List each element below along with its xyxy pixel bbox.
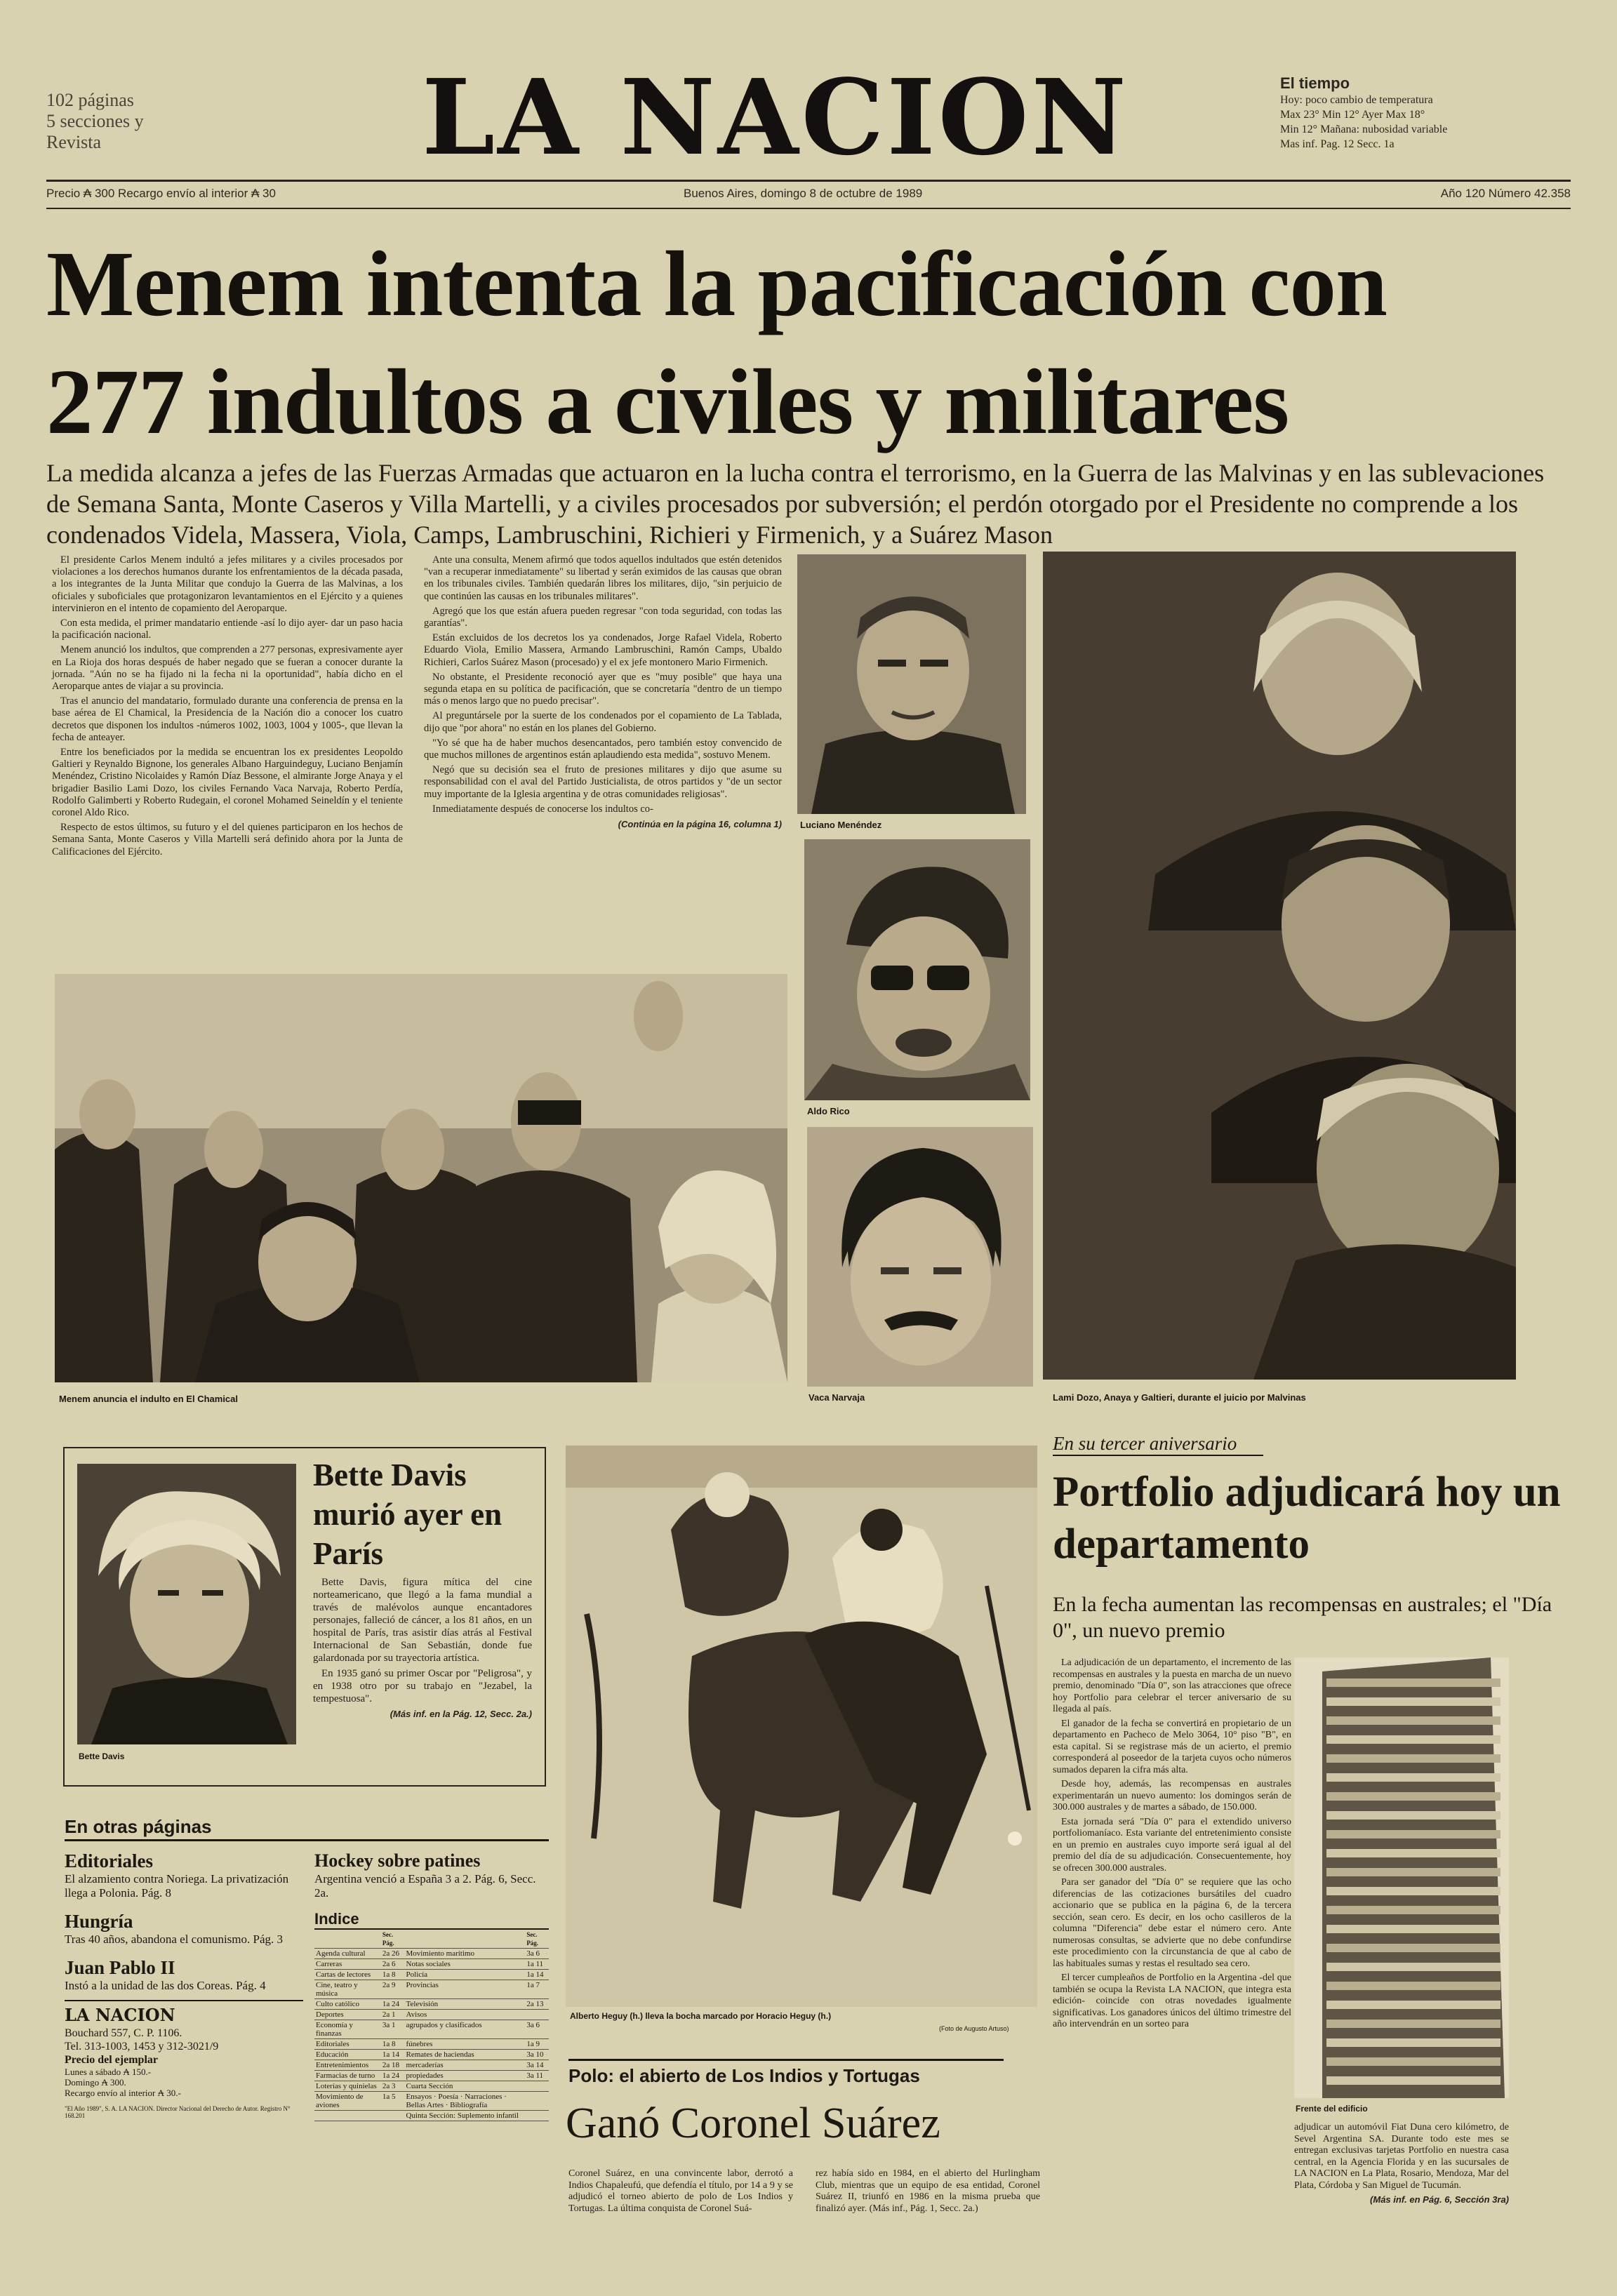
- index-cell: 1a 8: [381, 2039, 405, 2050]
- newspaper-title: LA NACION: [422, 56, 1129, 178]
- index-cell: 2a 26: [381, 1949, 405, 1959]
- paragraph: Están excluidos de los decretos los ya condenados, Jorge Rafael Videla, Roberto Eduardo Viola, Emilio Massera, Armando Lambruschini, Ramón Camps, Ubaldo Richieri, Carlos Suárez Mason (procesado) y el ex jefe montonero Mario Firmenich.: [424, 632, 782, 668]
- photo-bette: [77, 1464, 296, 1744]
- building-floor: [1326, 2020, 1500, 2028]
- index-cell: fúnebres: [405, 2039, 526, 2050]
- building-floor: [1326, 1887, 1500, 1895]
- building-floor: [1326, 2076, 1500, 2085]
- index-cell: 1a 7: [525, 1980, 549, 1999]
- index-cell: 1a 14: [381, 2050, 405, 2060]
- index-cell: [314, 2111, 381, 2121]
- building-floor: [1326, 1868, 1500, 1876]
- paragraph: Bette Davis, figura mítica del cine norteamericano, que llegó a la fama mundial a través de malévolos aunque encantadores personajes, falleció de cáncer, a los 81 años, en un hospital de París, tras asistir días atrás al Festival Internacional de San Sebastián, donde fue galardonada por su trayectoria artística.: [313, 1577, 532, 1664]
- index-cell: Policía: [405, 1970, 526, 1980]
- weather-line: Hoy: poco cambio de temperatura: [1280, 94, 1433, 106]
- weather-line: Min 12° Mañana: nubosidad variable: [1280, 124, 1448, 135]
- weather-line: Mas inf. Pag. 12 Secc. 1a: [1280, 138, 1395, 150]
- item-title: Juan Pablo II: [65, 1957, 175, 1978]
- index-cell: Agenda cultural: [314, 1949, 381, 1959]
- building-floor: [1326, 1792, 1500, 1801]
- other-pages-heading: En otras páginas: [65, 1816, 549, 1841]
- index-cell: mercaderías: [405, 2060, 526, 2071]
- lead-column-2: [424, 554, 782, 830]
- building-floor: [1326, 1678, 1500, 1687]
- other-pages-item[interactable]: [65, 1910, 303, 1947]
- pages-count: 102 páginas: [46, 90, 134, 110]
- index-row[interactable]: [314, 1970, 549, 1980]
- index-cell: Cartas de lectores: [314, 1970, 381, 1980]
- building-floor: [1326, 1830, 1500, 1838]
- more-info[interactable]: (Más inf. en Pág. 6, Sección 3ra): [1370, 2194, 1509, 2205]
- publisher-line: Lunes a sábado ₳ 150.-: [65, 2067, 152, 2077]
- portfolio-body-2: [1294, 2122, 1509, 2206]
- building-floor: [1326, 1982, 1500, 1990]
- photo-menendez: [797, 554, 1026, 814]
- caption-bette: Bette Davis: [79, 1751, 125, 1761]
- polo-body-col2: rez había sido en 1984, en el abierto del Hurlingham Club, mientras que un equipo de esa entidad, Coronel Suárez II, triunfó en 1986 en la misma prueba que finalizó ayer. (Más inf., Pág. 1, Secc. 2a.): [816, 2168, 1040, 2214]
- publisher-box: [65, 2000, 303, 2119]
- index-cell: 3a 10: [525, 2050, 549, 2060]
- paragraph: El ganador de la fecha se convertirá en propietario de un departamento en Pacheco de Melo 3064, 10° piso "B", en esta capital. Si se registrase más de un acierto, el premio corresponderá al poseedor de la tarjeta cuyos ocho números sumados deparen la cifra más alta.: [1053, 1718, 1291, 1775]
- index-cell: 3a 11: [525, 2071, 549, 2081]
- portfolio-headline: Portfolio adjudicará hoy un departamento: [1053, 1469, 1561, 1568]
- bette-headline: Bette Davis murió ayer en París: [313, 1457, 503, 1571]
- index-cell: Entretenimientos: [314, 2060, 381, 2071]
- paragraph: Entre los beneficiados por la medida se encuentran los ex presidentes Leopoldo Galtieri y Reynaldo Bignone, los generales Albano Harguindeguy, Luciano Benjamín Menéndez, Cristino Nicolaides y Ramón Díaz Bessone, el almirante Jorge Anaya y el brigadier Basilio Lami Dozo, los civiles Fernando Vaca Narvaja, Roberto Perdía, Rodolfo Galimberti y Roberto Rudegain, el coronel Mohamed Seineldín y el teniente coronel Aldo Rico.: [52, 747, 403, 819]
- paragraph: No obstante, el Presidente reconoció ayer que es "muy posible" que haya una segunda etapa en su política de pacificación, que se concretaría "dentro de un tiempo más o menos largo que no puedo precisar".: [424, 671, 782, 707]
- publisher-line: Tel. 313-1003, 1453 y 312-3021/9: [65, 2041, 219, 2053]
- item-text: Argentina venció a España 3 a 2. Pág. 6, Secc. 2a.: [314, 1872, 536, 1900]
- lead-column-1: [52, 554, 403, 861]
- dateline: [46, 184, 1571, 205]
- index-box: [314, 1910, 549, 2121]
- publisher-line: Precio del ejemplar: [65, 2054, 158, 2066]
- more-info[interactable]: (Más inf. en la Pág. 12, Secc. 2a.): [390, 1709, 532, 1719]
- index-cell: agrupados y clasificados: [405, 2020, 526, 2039]
- index-header-cell: Sec. Pág.: [525, 1930, 549, 1949]
- index-cell: 2a 9: [381, 1980, 405, 1999]
- paragraph: Inmediatamente después de conocerse los indultos co-: [432, 803, 653, 815]
- building-floor: [1326, 1944, 1500, 1952]
- index-cell: Avisos: [405, 2010, 526, 2020]
- table-header: [314, 1930, 549, 1949]
- divider: [46, 208, 1571, 209]
- paragraph: Respecto de estos últimos, su futuro y el del quienes participaron en los hechos de Semana Santa, Monte Caseros y Villa Martelli será definido ahora por la Junta de Calificaciones del Ejército.: [52, 822, 403, 857]
- paragraph: Desde hoy, además, las recompensas en australes experimentarán un nuevo aumento: los domingos serán de 300.000 australes y de martes a sábado, de 150.000.: [1053, 1779, 1291, 1813]
- index-cell: 2a 18: [381, 2060, 405, 2071]
- paragraph: Esta jornada será "Día 0" para el extendido universo portfoliomaníaco. Esta variante del entretenimiento consiste en un premio en australes cuyo importe será igual al del premio del día de su adjudicación. Consecuentemente, hoy se ofrecen 300.000 australes.: [1053, 1816, 1291, 1874]
- publisher-line: Recargo envío al interior ₳ 30.-: [65, 2088, 181, 2098]
- building-floor: [1326, 1716, 1500, 1725]
- caption-juntas: Lami Dozo, Anaya y Galtieri, durante el juicio por Malvinas: [1053, 1392, 1306, 1403]
- other-pages-item[interactable]: [65, 1850, 303, 1900]
- index-cell: Ensayos · Poesía · Narraciones · Bellas Artes · Bibliografía: [405, 2092, 526, 2111]
- index-row[interactable]: [314, 1949, 549, 1959]
- item-title: Hungría: [65, 1911, 133, 1932]
- index-cell: Movimiento marítimo: [405, 1949, 526, 1959]
- index-cell: 1a 5: [381, 2092, 405, 2111]
- paragraph: "Yo sé que ha de haber muchos desencantados, pero también estoy convencido de que muchos millones de argentinos están aplaudiendo esta medida", sostuvo Menem.: [424, 737, 782, 761]
- paragraph: Menem anunció los indultos, que comprenden a 277 personas, expresivamente ayer en La Rioja dos horas después de haber negado que se fueran a conocer durante la jornada. "Aún no se ha fijado ni la fecha ni la oportunidad", había dicho en el Aeroparque antes de viajar a su provincia.: [52, 644, 403, 693]
- index-cell: 2a 6: [381, 1959, 405, 1970]
- item-text: El alzamiento contra Noriega. La privatización llega a Polonia. Pág. 8: [65, 1872, 289, 1900]
- index-row[interactable]: [314, 1999, 549, 2010]
- index-cell: Editoriales: [314, 2039, 381, 2050]
- index-rows: [314, 1949, 549, 2121]
- hockey-item[interactable]: [314, 1850, 549, 1900]
- caption-rico: Aldo Rico: [807, 1106, 850, 1116]
- building-floor: [1326, 1811, 1500, 1820]
- polo-headline: Ganó Coronel Suárez: [566, 2100, 940, 2147]
- index-cell: [525, 2010, 549, 2020]
- paragraph: La adjudicación de un departamento, el incremento de las recompensas en australes y la puesta en marcha de un nuevo premio, denominado "Día 0", son las atracciones que ofrece hoy Portfolio para celebrar el tercer aniversario de su llegada al país.: [1053, 1657, 1291, 1714]
- lead-deck: La medida alcanza a jefes de las Fuerzas Armadas que actuaron en la lucha contra el terrorismo, en la Guerra de las Malvinas y en las sublevaciones de Semana Santa, Monte Caseros y Villa Martelli, y a civiles procesados por subversión; el perdón otorgado por el Presidente no comprende a los condenados Videla, Massera, Viola, Camps, Lambruschini, Richieri y Firmenich, y a Suárez Mason: [46, 459, 1545, 549]
- other-pages-item[interactable]: [65, 1956, 303, 1993]
- index-cell: [314, 1930, 381, 1949]
- index-cell: [525, 2092, 549, 2111]
- publisher-line: Domingo ₳ 300.: [65, 2077, 126, 2088]
- building-floor: [1326, 2001, 1500, 2009]
- building-floor: [1326, 1754, 1500, 1763]
- portfolio-deck: En la fecha aumentan las recompensas en australes; el "Día 0", un nuevo premio: [1053, 1593, 1552, 1642]
- paragraph: Al preguntársele por la suerte de los condenados por el copamiento de La Tablada, dijo que "por ahora" no están en los planes del Gobierno.: [424, 710, 782, 734]
- date: Buenos Aires, domingo 8 de octubre de 1989: [684, 187, 923, 200]
- index-row[interactable]: [314, 1959, 549, 1970]
- item-title: Hockey sobre patines: [314, 1850, 481, 1871]
- index-cell: 1a 14: [525, 1970, 549, 1980]
- issue-number: Año 120 Número 42.358: [1440, 187, 1571, 200]
- photo-menem: [55, 974, 787, 1382]
- index-row[interactable]: [314, 1980, 549, 1999]
- divider: [46, 180, 1571, 182]
- paragraph: En 1935 ganó su primer Oscar por "Peligrosa", y en 1938 otro por su trabajo en "Jezabel, la tempestuosa".: [313, 1668, 532, 1704]
- continued-note[interactable]: (Continúa en la página 16, columna 1): [618, 819, 782, 830]
- index-row[interactable]: [314, 2092, 549, 2111]
- headline-line: 277 indultos a civiles y militares: [46, 349, 1289, 453]
- caption-menendez: Luciano Menéndez: [800, 820, 882, 830]
- fineprint: "El Año 1989", S. A. LA NACION. Director Nacional del Derecho de Autor. Registro N° 168.201: [65, 2105, 291, 2119]
- index-cell: 1a 11: [525, 1959, 549, 1970]
- index-cell: propiedades: [405, 2071, 526, 2081]
- photo-vaca: [807, 1127, 1033, 1387]
- building-floor: [1326, 1697, 1500, 1706]
- index-cell: Carreras: [314, 1959, 381, 1970]
- portfolio-kicker: En su tercer aniversario: [1053, 1433, 1263, 1456]
- magazine-note: Revista: [46, 132, 101, 152]
- building-floor: [1326, 1963, 1500, 1971]
- price: Precio ₳ 300 Recargo envío al interior ₳ 30: [46, 187, 276, 200]
- photo-juntas: [1043, 552, 1516, 1380]
- headline-line: Menem intenta la pacificación con: [46, 232, 1387, 335]
- index-cell: 2a 3: [381, 2081, 405, 2092]
- index-row[interactable]: [314, 2081, 549, 2092]
- index-cell: 1a 24: [381, 1999, 405, 2010]
- caption-building: Frente del edificio: [1296, 2104, 1368, 2114]
- index-cell: [405, 1930, 526, 1949]
- index-cell: Cine, teatro y música: [314, 1980, 381, 1999]
- bette-body: [313, 1576, 532, 1721]
- index-header-cell: Sec. Pág.: [381, 1930, 405, 1949]
- publisher-name: LA NACION: [65, 2005, 175, 2025]
- index-cell: Remates de haciendas: [405, 2050, 526, 2060]
- index-row[interactable]: [314, 2071, 549, 2081]
- index-cell: 1a 24: [381, 2071, 405, 2081]
- index-cell: Televisión: [405, 1999, 526, 2010]
- building-floor: [1326, 1906, 1500, 1914]
- index-cell: 3a 14: [525, 2060, 549, 2071]
- index-cell: [381, 2111, 405, 2121]
- weather-line: Max 23° Min 12° Ayer Max 18°: [1280, 109, 1425, 121]
- caption-vaca: Vaca Narvaja: [808, 1392, 865, 1403]
- item-title: Editoriales: [65, 1850, 153, 1871]
- paragraph: adjudicar un automóvil Fiat Duna cero kilómetro, de Sevel Argentina SA. Durante todo este mes se entregan exclusivas tarjetas Portfolio en nuestra casa central, en la Agencia Florida y en las sucursales de LA NACION en La Plata, Rosario, Mendoza, Mar del Plata, Córdoba y San Miguel de Tucumán.: [1294, 2122, 1509, 2191]
- index-cell: 2a 13: [525, 1999, 549, 2010]
- caption-menem: Menem anuncia el indulto en El Chamical: [59, 1394, 238, 1404]
- photo-credit: (Foto de Augusto Artuso): [939, 2025, 1009, 2032]
- portfolio-body: [1053, 1657, 1291, 2034]
- index-cell: Cuarta Sección: [405, 2081, 526, 2092]
- building-floor: [1326, 1773, 1500, 1782]
- building-floor: [1326, 2057, 1500, 2066]
- index-table: [314, 1930, 549, 2121]
- index-cell: Farmacias de turno: [314, 2071, 381, 2081]
- building-floor: [1326, 1849, 1500, 1857]
- paragraph: El tercer cumpleaños de Portfolio en la Argentina -del que también se ocupa la Revista LA NACION, que integra esta edición- coincide con otras novedades igualmente significativas. Los ganadores únicos del último trimestre del año intervendrán en un sorteo para: [1053, 1973, 1291, 2029]
- index-cell: 3a 6: [525, 2020, 549, 2039]
- index-cell: Culto católico: [314, 1999, 381, 2010]
- paragraph: El presidente Carlos Menem indultó a jefes militares y a civiles procesados por violaciones a los derechos humanos durante los enfrentamientos de la década pasada, a los integrantes de la Junta Militar que condujo la Guerra de las Malvinas, a los oficiales y suboficiales que protagonizaron levantamientos en el Ejército y a quienes intervinieron en el intento de copamiento del Aeroparque.: [52, 554, 403, 614]
- item-text: Instó a la unidad de las dos Coreas. Pág. 4: [65, 1979, 266, 1992]
- index-cell: Deportes: [314, 2010, 381, 2020]
- building-floor: [1326, 2038, 1500, 2047]
- weather-box: [1280, 74, 1575, 152]
- polo-body-col1: Coronel Suárez, en una convincente labor, derrotó a Indios Chapaleufú, que defendía el título, por 14 a 9 y se adjudicó el torneo abierto de polo de Los Indios y Tortugas. La última conquista de Coronel Suá-: [568, 2168, 793, 2214]
- photo-building: [1294, 1657, 1509, 2098]
- index-cell: Movimiento de aviones: [314, 2092, 381, 2111]
- index-row[interactable]: [314, 2050, 549, 2060]
- other-pages-list: [65, 1850, 303, 2119]
- index-cell: 1a 8: [381, 1970, 405, 1980]
- index-cell: Economía y finanzas: [314, 2020, 381, 2039]
- index-cell: [525, 2111, 549, 2121]
- paragraph: Agregó que los que están afuera pueden regresar "con toda seguridad, con todas las garantías".: [424, 605, 782, 629]
- paragraph: Para ser ganador del "Día 0" se requiere que las ocho diferencias de las cotizaciones bursátiles del cuadro accionario que se publica en la página 6, de la tercera sección, sean cero. Es decir, en los ocho casilleros de la columna "Diferencia" debe estar el número cero. Ante numerosas consultas, se advierte que no debe confundirse este procedimiento con la circunstancia de que al cabo de las habituales sumas y restas el resultado sea cero.: [1053, 1877, 1291, 1969]
- building-floor: [1326, 1925, 1500, 1933]
- photo-polo: [566, 1446, 1037, 2007]
- item-text: Tras 40 años, abandona el comunismo. Pág. 3: [65, 1933, 284, 1946]
- polo-kicker: Polo: el abierto de Los Indios y Tortugas: [568, 2059, 1004, 2087]
- index-row[interactable]: [314, 2020, 549, 2039]
- index-cell: 2a 1: [381, 2010, 405, 2020]
- index-row[interactable]: [314, 2060, 549, 2071]
- lead-headline: [46, 225, 1571, 460]
- index-cell: Quinta Sección: Suplemento infantil: [405, 2111, 526, 2121]
- index-cell: Loterías y quinielas: [314, 2081, 381, 2092]
- index-cell: Notas sociales: [405, 1959, 526, 1970]
- photo-rico: [804, 839, 1030, 1100]
- index-cell: 1a 9: [525, 2039, 549, 2050]
- caption-polo: Alberto Heguy (h.) lleva la bocha marcado por Horacio Heguy (h.): [570, 2011, 832, 2021]
- paragraph: Tras el anuncio del mandatario, formulado durante una conferencia de prensa en la base aérea de El Chamical, la Presidencia de la Nación dio a conocer los cuatro decretos que disponen los indultos -números 1002, 1003, 1004 y 1005-, que llevan la fecha de anteayer.: [52, 695, 403, 743]
- masthead-info: [46, 90, 229, 153]
- building-floor: [1326, 1735, 1500, 1744]
- index-cell: Educación: [314, 2050, 381, 2060]
- index-cell: 3a 6: [525, 1949, 549, 1959]
- index-title: Indice: [314, 1910, 549, 1930]
- index-cell: [525, 2081, 549, 2092]
- index-row[interactable]: [314, 2010, 549, 2020]
- weather-title: El tiempo: [1280, 74, 1350, 92]
- index-row[interactable]: [314, 2111, 549, 2121]
- sections-count: 5 secciones y: [46, 111, 144, 131]
- paragraph: Ante una consulta, Menem afirmó que todos aquellos indultados que estén detenidos "van a recuperar inmediatamente" su libertad y serán eximidos de las causas que obran en los tribunales civiles. También quedarán libres los militares, dijo, "sin perjuicio de que continúen las causas en los tribunales militares".: [424, 554, 782, 602]
- index-row[interactable]: [314, 2039, 549, 2050]
- paragraph: Con esta medida, el primer mandatario entiende -así lo dijo ayer- dar un paso hacia la pacificación nacional.: [52, 618, 403, 641]
- index-cell: Provincias: [405, 1980, 526, 1999]
- index-cell: 3a 1: [381, 2020, 405, 2039]
- publisher-line: Bouchard 557, C. P. 1106.: [65, 2027, 182, 2039]
- paragraph: Negó que su decisión sea el fruto de presiones militares y dijo que asume su responsabilidad con el aval del Partido Justicialista, de otros partidos y "de un sector muy importante de la Iglesia argentina y de otras comunidades religiosas".: [424, 764, 782, 800]
